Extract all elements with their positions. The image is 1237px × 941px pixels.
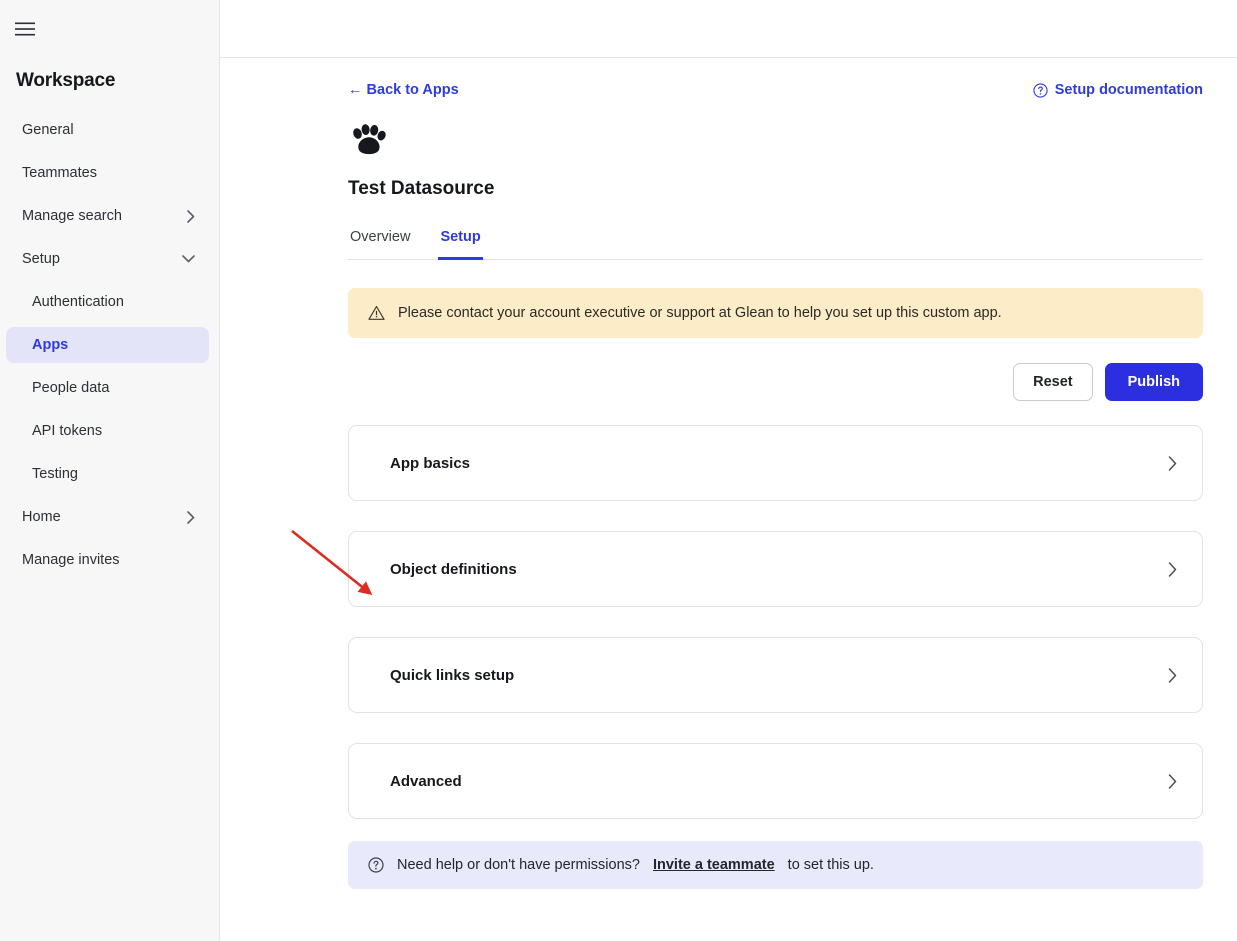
top-bar: [220, 0, 1237, 58]
chevron-right-icon: [1168, 668, 1177, 683]
chevron-right-icon: [1168, 562, 1177, 577]
sidebar-item-label: API tokens: [32, 423, 103, 439]
page-title: Test Datasource: [348, 178, 495, 199]
tab-overview[interactable]: Overview: [350, 229, 411, 245]
sidebar-item-testing[interactable]: [6, 456, 209, 492]
sidebar-item-api-tokens[interactable]: [6, 413, 209, 449]
sidebar-item-home[interactable]: [6, 499, 209, 535]
chevron-right-icon: [187, 210, 195, 223]
sidebar-item-label: Manage search: [22, 208, 122, 224]
sidebar-item-people-data[interactable]: [6, 370, 209, 406]
sidebar-item-label: Home: [22, 509, 61, 525]
chevron-right-icon: [1168, 456, 1177, 471]
main-panel: [220, 0, 1237, 941]
section-title: App basics: [390, 454, 471, 472]
sidebar-item-label: Manage invites: [22, 552, 120, 568]
section-quick-links-setup[interactable]: [348, 637, 1203, 713]
tab-setup[interactable]: Setup: [438, 229, 482, 260]
setup-documentation-link[interactable]: [1033, 82, 1203, 98]
sidebar-item-general[interactable]: [6, 112, 209, 148]
question-circle-icon: [1033, 83, 1048, 98]
sidebar: [0, 0, 220, 941]
banner-text: Please contact your account executive or support at Glean to help you set up this custom app.: [398, 305, 1002, 321]
sidebar-item-apps[interactable]: [6, 327, 209, 363]
sidebar-item-manage-search[interactable]: [6, 198, 209, 234]
publish-button[interactable]: Publish: [1105, 363, 1203, 401]
section-object-definitions[interactable]: [348, 531, 1203, 607]
workspace-title: Workspace: [16, 70, 116, 91]
sidebar-item-authentication[interactable]: [6, 284, 209, 320]
section-app-basics[interactable]: [348, 425, 1203, 501]
hamburger-icon[interactable]: [10, 14, 40, 44]
setup-documentation-label: Setup documentation: [1054, 82, 1203, 98]
paw-print-icon: [348, 124, 1203, 164]
help-text-after: to set this up.: [787, 857, 874, 873]
chevron-right-icon: [187, 511, 195, 524]
sidebar-item-label: People data: [32, 380, 110, 396]
reset-button[interactable]: Reset: [1013, 363, 1093, 401]
section-advanced[interactable]: [348, 743, 1203, 819]
sidebar-item-label: Apps: [32, 337, 69, 353]
sidebar-item-label: Authentication: [32, 294, 124, 310]
help-text-before: Need help or don't have permissions?: [397, 857, 640, 873]
sidebar-item-label: Setup: [22, 251, 60, 267]
tab-bar: [348, 228, 1203, 260]
app-header: [348, 124, 1203, 200]
contact-support-banner: [348, 288, 1203, 338]
sidebar-item-manage-invites[interactable]: [6, 542, 209, 578]
chevron-right-icon: [1168, 774, 1177, 789]
sidebar-item-setup[interactable]: [6, 241, 209, 277]
content-area: [220, 58, 1237, 889]
sidebar-item-teammates[interactable]: [6, 155, 209, 191]
action-buttons: [348, 363, 1203, 401]
warning-triangle-icon: [368, 305, 385, 321]
section-title: Object definitions: [390, 560, 517, 578]
sidebar-nav: [0, 112, 219, 578]
page-header-row: [348, 82, 1203, 98]
setup-sections: [348, 425, 1203, 819]
sidebar-item-label: General: [22, 122, 74, 138]
section-title: Quick links setup: [390, 666, 515, 684]
question-circle-icon: [368, 857, 384, 873]
sidebar-item-label: Testing: [32, 466, 78, 482]
help-banner: [348, 841, 1203, 889]
invite-teammate-link[interactable]: Invite a teammate: [652, 857, 775, 873]
chevron-down-icon: [182, 255, 195, 263]
back-to-apps-link[interactable]: ← Back to Apps: [348, 82, 459, 98]
sidebar-item-label: Teammates: [22, 165, 97, 181]
section-title: Advanced: [390, 772, 462, 790]
